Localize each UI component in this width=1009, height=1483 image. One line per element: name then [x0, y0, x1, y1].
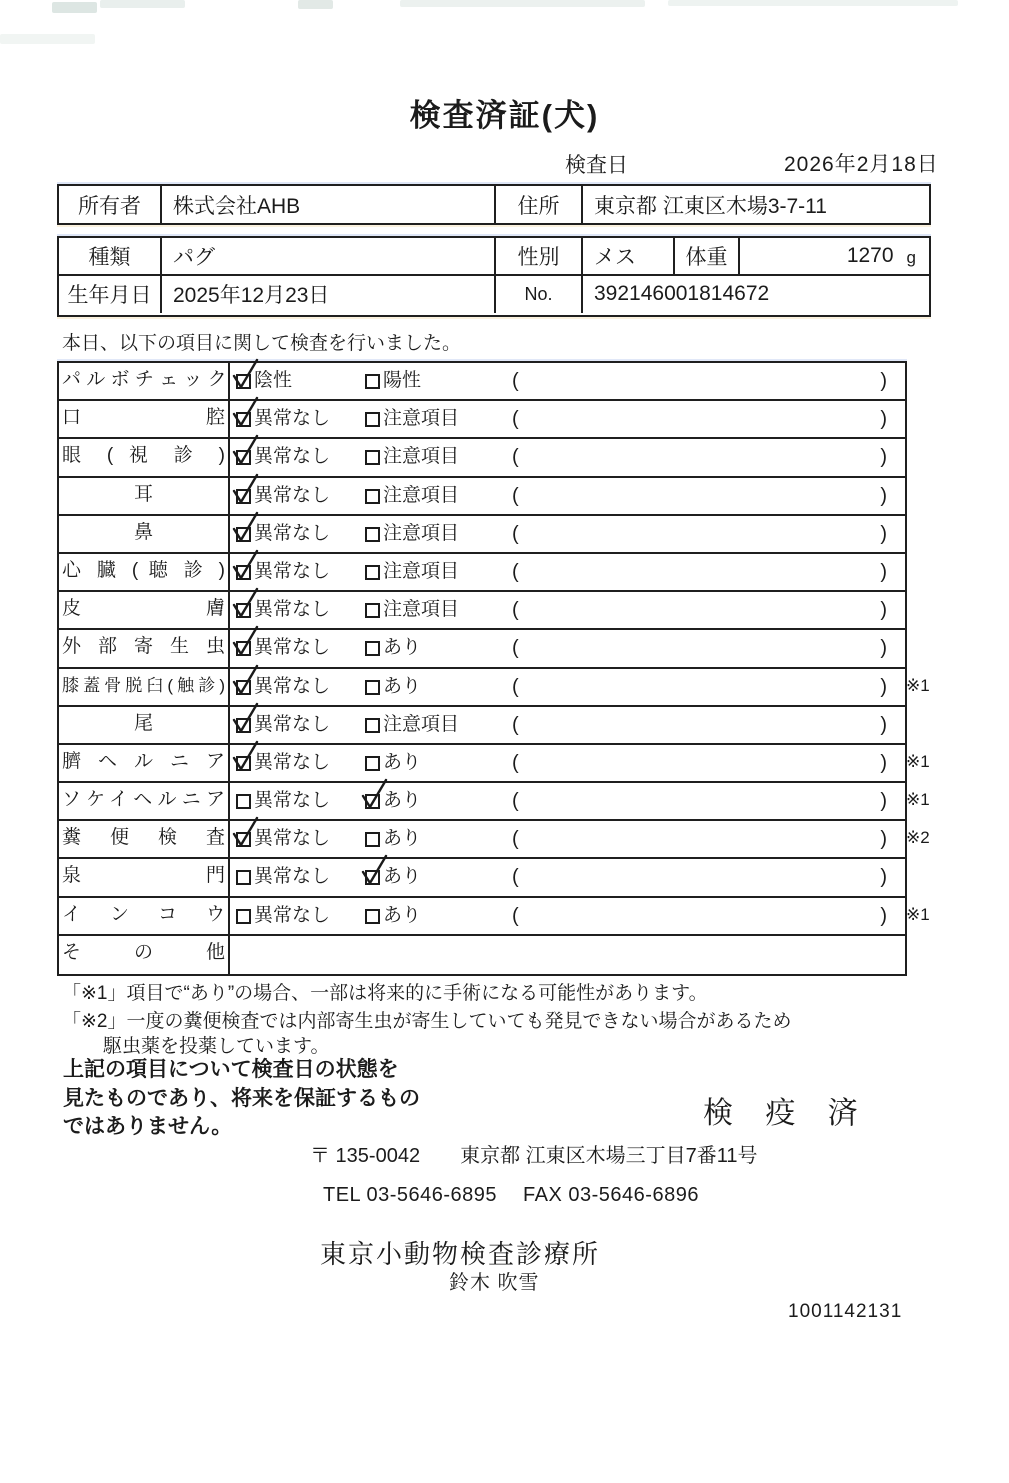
- breed-value: パグ: [162, 238, 496, 274]
- birth-value: 2025年12月23日: [162, 276, 496, 314]
- disclaimer-line: 上記の項目について検査日の状態を: [63, 1058, 399, 1081]
- exam-row-content: [230, 363, 905, 399]
- checkbox-option1: [236, 603, 251, 618]
- tel-number: TEL 03-5646-6895: [323, 1184, 498, 1206]
- option1-label: 異常なし: [254, 560, 331, 582]
- paren-open: (: [512, 408, 519, 431]
- page-title: 検査済証(犬): [409, 98, 600, 133]
- option2-label: あり: [383, 828, 422, 850]
- fax-number: FAX 03-5646-6896: [523, 1184, 699, 1206]
- exam-row-label: 泉 門: [59, 859, 230, 895]
- paren-close: ): [880, 560, 887, 583]
- paren-open: (: [512, 675, 519, 698]
- paren-close: ): [880, 522, 887, 545]
- checkbox-option2: [365, 680, 380, 695]
- checkbox-option1: [236, 527, 251, 542]
- exam-row-label: 尾: [59, 707, 230, 743]
- option2-label: 注意項目: [383, 713, 460, 735]
- reference-note-mark: ※1: [906, 790, 930, 810]
- checkbox-option2: [365, 527, 380, 542]
- paren-open: (: [512, 637, 519, 660]
- option2-label: 陽性: [383, 370, 422, 391]
- checkbox-option2: [365, 718, 380, 733]
- checkbox-option1: [236, 832, 251, 847]
- option1-label: 異常なし: [254, 790, 331, 812]
- option1-label: 異常なし: [254, 713, 331, 735]
- checkbox-option1: [236, 756, 251, 771]
- exam-row: [59, 401, 905, 439]
- paren-close: ): [880, 408, 887, 431]
- option2-label: あり: [383, 904, 422, 926]
- owner-table: [57, 184, 931, 225]
- option2-label: 注意項目: [383, 560, 460, 582]
- option2-label: 注意項目: [383, 446, 460, 468]
- option1-label: 異常なし: [254, 599, 331, 621]
- checkbox-option1: [236, 450, 251, 465]
- exam-row-label: 耳: [59, 478, 230, 514]
- clinic-address: 東京都 江東区木場三丁目7番11号: [460, 1145, 758, 1167]
- option2-label: 注意項目: [383, 522, 460, 544]
- scan-artifact: [52, 2, 97, 13]
- checkbox-option1: [236, 412, 251, 427]
- serial-number: 1001142131: [788, 1301, 903, 1322]
- checkbox-option1: [236, 680, 251, 695]
- scan-artifact: [0, 34, 95, 44]
- exam-row: [59, 669, 930, 707]
- paren-open: (: [512, 866, 519, 889]
- checkbox-option1: [236, 794, 251, 809]
- postal-code: 〒 135-0042: [310, 1145, 421, 1167]
- owner-value: 株式会社AHB: [162, 186, 496, 223]
- exam-row-content: [230, 898, 930, 934]
- quarantine-stamp: 検 疫 済: [703, 1097, 870, 1130]
- option1-label: 異常なし: [254, 828, 331, 850]
- exam-row-label: 皮 膚: [59, 592, 230, 628]
- paren-open: (: [512, 446, 519, 469]
- paren-open: (: [512, 522, 519, 545]
- exam-row-label: パ ル ボ チ ェ ッ ク: [59, 363, 230, 399]
- option2-label: あり: [383, 866, 422, 888]
- exam-row: [59, 859, 905, 897]
- option1-label: 異常なし: [254, 751, 331, 773]
- clinic-name: 東京小動物検査診療所: [320, 1239, 601, 1269]
- checkbox-option2: [365, 756, 380, 771]
- tel-fax-line: [323, 1184, 699, 1207]
- no-label: No.: [496, 276, 583, 314]
- exam-row-content: [230, 554, 905, 590]
- checkbox-option1: [236, 489, 251, 504]
- exam-row: [59, 936, 905, 974]
- exam-row-content: [230, 669, 930, 705]
- sex-value: メス: [583, 238, 675, 274]
- option2-label: あり: [383, 675, 422, 697]
- exam-row-label: 眼 ( 視 診 ): [59, 439, 230, 475]
- paren-close: ): [880, 904, 887, 927]
- exam-row-label: ソケイヘルニア: [59, 783, 230, 819]
- paren-close: ): [880, 370, 887, 392]
- checkbox-option2: [365, 603, 380, 618]
- owner-label: 所有者: [59, 186, 162, 223]
- weight-unit: g: [906, 247, 916, 267]
- reference-note-mark: ※1: [906, 904, 930, 924]
- exam-row: [59, 363, 905, 401]
- option1-label: 異常なし: [254, 904, 331, 926]
- exam-row-label: そ の 他: [59, 936, 230, 974]
- weight-number: 1270: [846, 243, 894, 267]
- paren-open: (: [512, 904, 519, 927]
- paren-close: ): [880, 866, 887, 889]
- checkbox-option2: [365, 412, 380, 427]
- paren-close: ): [880, 637, 887, 660]
- exam-row-label: イ ン コ ウ: [59, 898, 230, 934]
- address-value: 東京都 江東区木場3-7-11: [594, 194, 827, 218]
- exam-row-content: [230, 783, 930, 819]
- no-value: 392146001814672: [594, 282, 770, 306]
- checkbox-option2: [365, 565, 380, 580]
- checkbox-option1: [236, 374, 251, 389]
- exam-row-content: [230, 630, 905, 666]
- exam-row: [59, 439, 905, 477]
- exam-row-content: [230, 821, 930, 857]
- birth-label: 生年月日: [59, 276, 162, 314]
- paren-open: (: [512, 599, 519, 622]
- checkbox-option1: [236, 565, 251, 580]
- exam-row: [59, 592, 905, 630]
- scan-artifact: [668, 0, 958, 6]
- exam-row: [59, 630, 905, 668]
- exam-row: [59, 745, 930, 783]
- paren-close: ): [880, 828, 887, 851]
- exam-row-label: 糞 便 検 査: [59, 821, 230, 857]
- paren-open: (: [512, 751, 519, 774]
- checkbox-option2: [365, 870, 380, 885]
- option1-label: 異常なし: [254, 484, 331, 506]
- paren-close: ): [880, 484, 887, 507]
- exam-row: [59, 898, 930, 936]
- exam-row-label: 臍 ヘ ル ニ ア: [59, 745, 230, 781]
- checkbox-option2: [365, 794, 380, 809]
- exam-row-content: [230, 936, 905, 974]
- weight-value: [740, 238, 929, 274]
- weight-label: 体重: [675, 238, 740, 274]
- option2-label: あり: [383, 790, 422, 812]
- paren-open: (: [512, 828, 519, 851]
- inspection-date-value: 2026年2月18日: [784, 153, 939, 176]
- disclaimer-text: [63, 1056, 420, 1142]
- paren-close: ): [880, 675, 887, 698]
- exam-row-label: 膝蓋骨脱臼(触診): [59, 669, 230, 705]
- footnote-1: 「※1」項目で“あり”の場合、一部は将来的に手術になる可能性があります。: [62, 983, 708, 1004]
- exam-row: [59, 707, 905, 745]
- option1-label: 異常なし: [254, 522, 331, 544]
- option2-label: 注意項目: [383, 484, 460, 506]
- scan-artifact: [100, 0, 185, 8]
- exam-row-label: 鼻: [59, 516, 230, 552]
- address-label: 住所: [496, 186, 583, 223]
- option2-label: あり: [383, 751, 422, 773]
- exam-row: [59, 516, 905, 554]
- exam-row: [59, 554, 905, 592]
- reference-note-mark: ※2: [906, 828, 930, 848]
- exam-row-content: [230, 592, 905, 628]
- exam-row-content: [230, 401, 905, 437]
- option1-label: 異常なし: [254, 866, 331, 888]
- reference-note-mark: ※1: [906, 751, 930, 771]
- disclaimer-line: ではありません。: [63, 1115, 233, 1138]
- checkbox-option1: [236, 718, 251, 733]
- paren-open: (: [512, 713, 519, 736]
- paren-open: (: [512, 370, 519, 392]
- reference-note-mark: ※1: [906, 675, 930, 695]
- paren-open: (: [512, 560, 519, 583]
- footnote-2-continued: 駆虫薬を投薬しています。: [103, 1036, 330, 1057]
- sex-label: 性別: [496, 238, 583, 274]
- paren-close: ): [880, 713, 887, 736]
- inspection-date-label: 検査日: [565, 154, 628, 177]
- checkbox-option1: [236, 870, 251, 885]
- exam-row-content: [230, 707, 905, 743]
- option1-label: 異常なし: [254, 675, 331, 697]
- exam-row-content: [230, 439, 905, 475]
- pet-info-table: [57, 236, 931, 317]
- checkbox-option1: [236, 641, 251, 656]
- checkbox-option2: [365, 374, 380, 389]
- postal-address-line: [310, 1139, 758, 1168]
- exam-row: [59, 478, 905, 516]
- exam-row-label: 口 腔: [59, 401, 230, 437]
- checkbox-option1: [236, 909, 251, 924]
- paren-close: ): [880, 599, 887, 622]
- paren-close: ): [880, 751, 887, 774]
- exam-row-content: [230, 859, 905, 895]
- paren-close: ): [880, 790, 887, 813]
- checkbox-option2: [365, 909, 380, 924]
- exam-row: [59, 783, 930, 821]
- veterinarian-name: 鈴木 吹雪: [449, 1272, 540, 1294]
- checkbox-option2: [365, 832, 380, 847]
- option1-label: 異常なし: [254, 446, 331, 468]
- exam-row-label: 心 臓 ( 聴 診 ): [59, 554, 230, 590]
- option2-label: 注意項目: [383, 408, 460, 430]
- exam-row: [59, 821, 930, 859]
- footnote-2: 「※2」一度の糞便検査では内部寄生虫が寄生していても発見できない場合があるため: [62, 1011, 792, 1032]
- breed-label: 種類: [59, 238, 162, 274]
- exam-row-label: 外 部 寄 生 虫: [59, 630, 230, 666]
- paren-close: ): [880, 446, 887, 469]
- option2-label: あり: [383, 637, 422, 659]
- option1-label: 異常なし: [254, 637, 331, 659]
- scan-artifact: [298, 0, 333, 9]
- exam-row-content: [230, 478, 905, 514]
- scan-artifact: [400, 0, 645, 7]
- checkbox-option2: [365, 450, 380, 465]
- exam-row-content: [230, 745, 930, 781]
- paren-open: (: [512, 790, 519, 813]
- disclaimer-line: 見たものであり、将来を保証するもの: [63, 1086, 420, 1110]
- checkbox-option2: [365, 489, 380, 504]
- exam-row-content: [230, 516, 905, 552]
- option1-label: 異常なし: [254, 408, 331, 430]
- checkbox-option2: [365, 641, 380, 656]
- exam-table: [57, 361, 930, 976]
- option2-label: 注意項目: [383, 599, 460, 621]
- paren-open: (: [512, 484, 519, 507]
- option1-label: 陰性: [254, 370, 293, 391]
- intro-text: 本日、以下の項目に関して検査を行いました。: [62, 333, 462, 354]
